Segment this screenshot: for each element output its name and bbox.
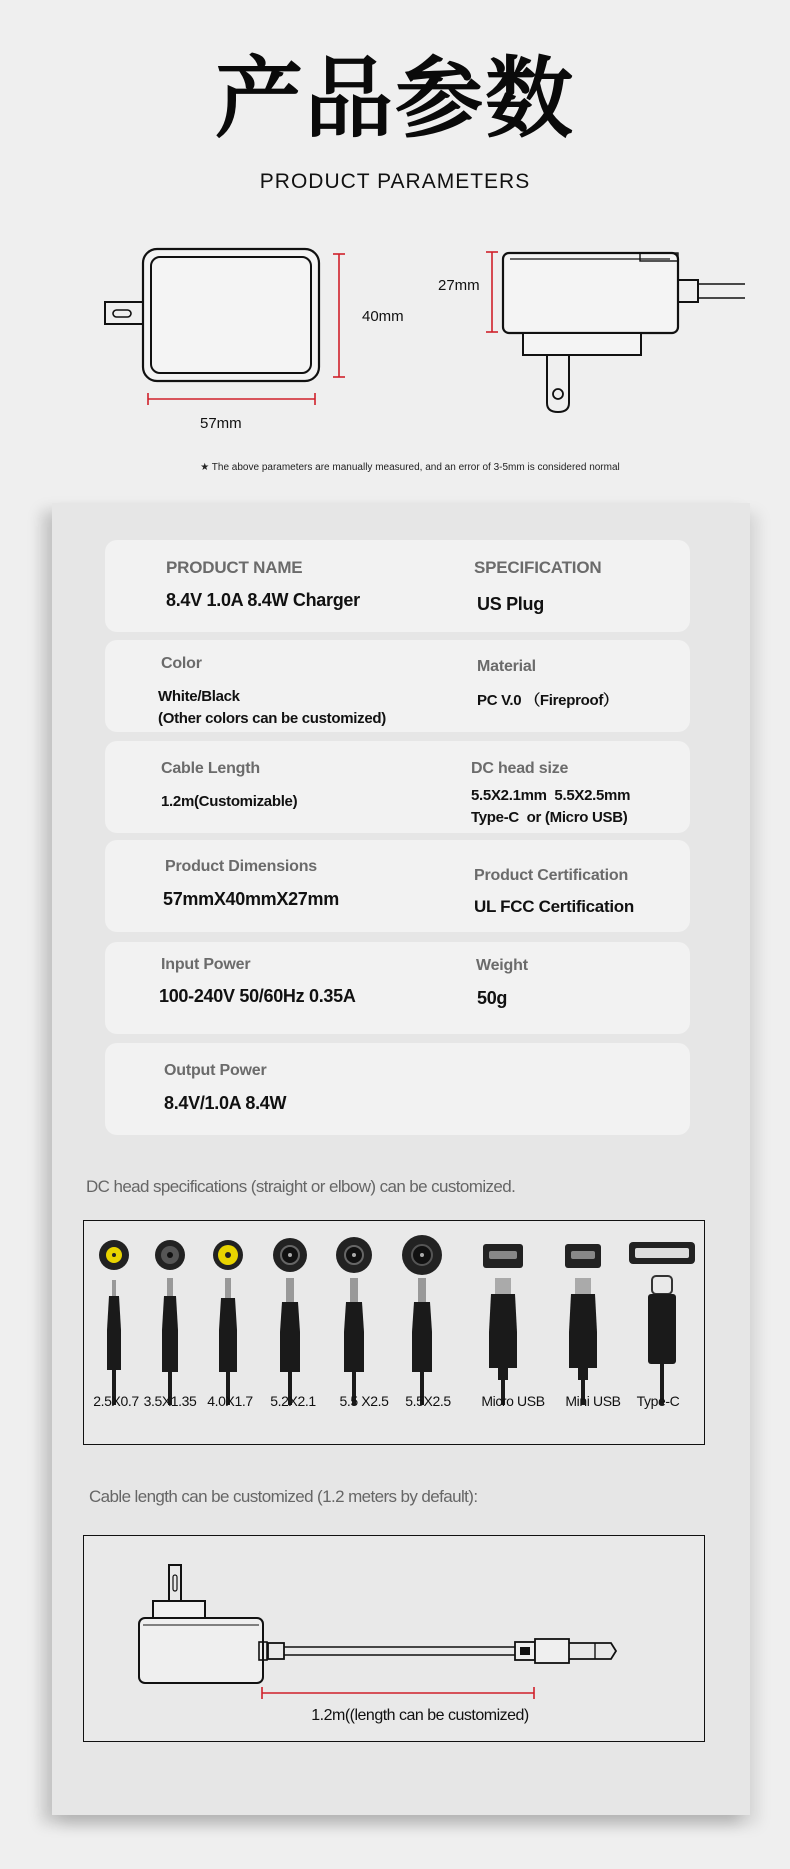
connector-label: Mini USB	[565, 1393, 621, 1409]
connector-label: 5.5X2.5	[405, 1393, 451, 1409]
connector-illustrations	[83, 1220, 705, 1445]
measurement-note: ★ The above parameters are manually measured, and an error of 3-5mm is considered normal	[200, 462, 620, 473]
spec-value: 100-240V 50/60Hz 0.35A	[159, 986, 356, 1006]
dc-head-heading: DC head specifications (straight or elbow) can be customized.	[86, 1177, 516, 1196]
spec-label: Product Dimensions	[165, 858, 317, 875]
spec-label: Product Certification	[474, 867, 629, 884]
spec-card	[105, 540, 690, 632]
connector-label: 5.5 X2.5	[339, 1393, 389, 1409]
connector-4-0x1-7	[213, 1240, 243, 1405]
height-dimension-label: 40mm	[362, 308, 404, 325]
depth-dimension-label: 27mm	[438, 277, 480, 294]
connector-mini-usb	[565, 1244, 601, 1405]
connector-label: 5.2X2.1	[270, 1393, 316, 1409]
page-title-en: PRODUCT PARAMETERS	[259, 170, 531, 193]
page-title-cn: 产品参数	[214, 47, 575, 150]
spec-value: 5.5X2.1mm 5.5X2.5mm Type-C or (Micro USB)	[471, 787, 631, 826]
charger-front-view	[95, 240, 375, 420]
spec-label: Color	[161, 655, 202, 672]
connector-2-5x0-7	[99, 1240, 129, 1405]
spec-label: Cable Length	[161, 760, 260, 777]
spec-label: PRODUCT NAME	[166, 558, 303, 577]
charger-side-view	[480, 240, 750, 420]
spec-value: PC V.0 （Fireproof）	[477, 692, 618, 709]
connector-3-5x1-35	[155, 1240, 185, 1405]
cable-length-caption: 1.2m((length can be customized)	[311, 1707, 529, 1724]
connector-5-5x2-5-a	[336, 1237, 372, 1405]
connector-type-c	[629, 1242, 695, 1405]
connector-label: 3.5X1.35	[143, 1393, 197, 1409]
spec-value: US Plug	[477, 594, 544, 614]
spec-label: Output Power	[164, 1062, 267, 1079]
spec-value: 50g	[477, 988, 508, 1008]
connector-micro-usb	[483, 1244, 523, 1405]
connector-label: 4.0X1.7	[207, 1393, 253, 1409]
connector-label: 2.5X0.7	[93, 1393, 139, 1409]
connector-5-2x2-1	[273, 1238, 307, 1405]
spec-label: Weight	[476, 957, 528, 974]
spec-value: 8.4V 1.0A 8.4W Charger	[166, 590, 360, 610]
spec-value: 57mmX40mmX27mm	[163, 889, 339, 909]
connector-5-5x2-5-b	[402, 1235, 442, 1405]
connector-label: Micro USB	[481, 1393, 545, 1409]
spec-value: 1.2m(Customizable)	[161, 793, 298, 810]
spec-value: 8.4V/1.0A 8.4W	[164, 1093, 287, 1113]
spec-value: UL FCC Certification	[474, 897, 634, 916]
spec-card	[105, 1043, 690, 1135]
connector-label: Type-C	[636, 1393, 680, 1409]
spec-label: SPECIFICATION	[474, 558, 602, 577]
spec-label: Input Power	[161, 956, 251, 973]
spec-label: Material	[477, 658, 536, 675]
width-dimension-label: 57mm	[200, 415, 242, 432]
spec-value: White/Black (Other colors can be customized)	[158, 688, 386, 727]
spec-label: DC head size	[471, 760, 569, 777]
spec-card	[105, 840, 690, 932]
cable-heading: Cable length can be customized (1.2 meters by default):	[89, 1487, 478, 1506]
